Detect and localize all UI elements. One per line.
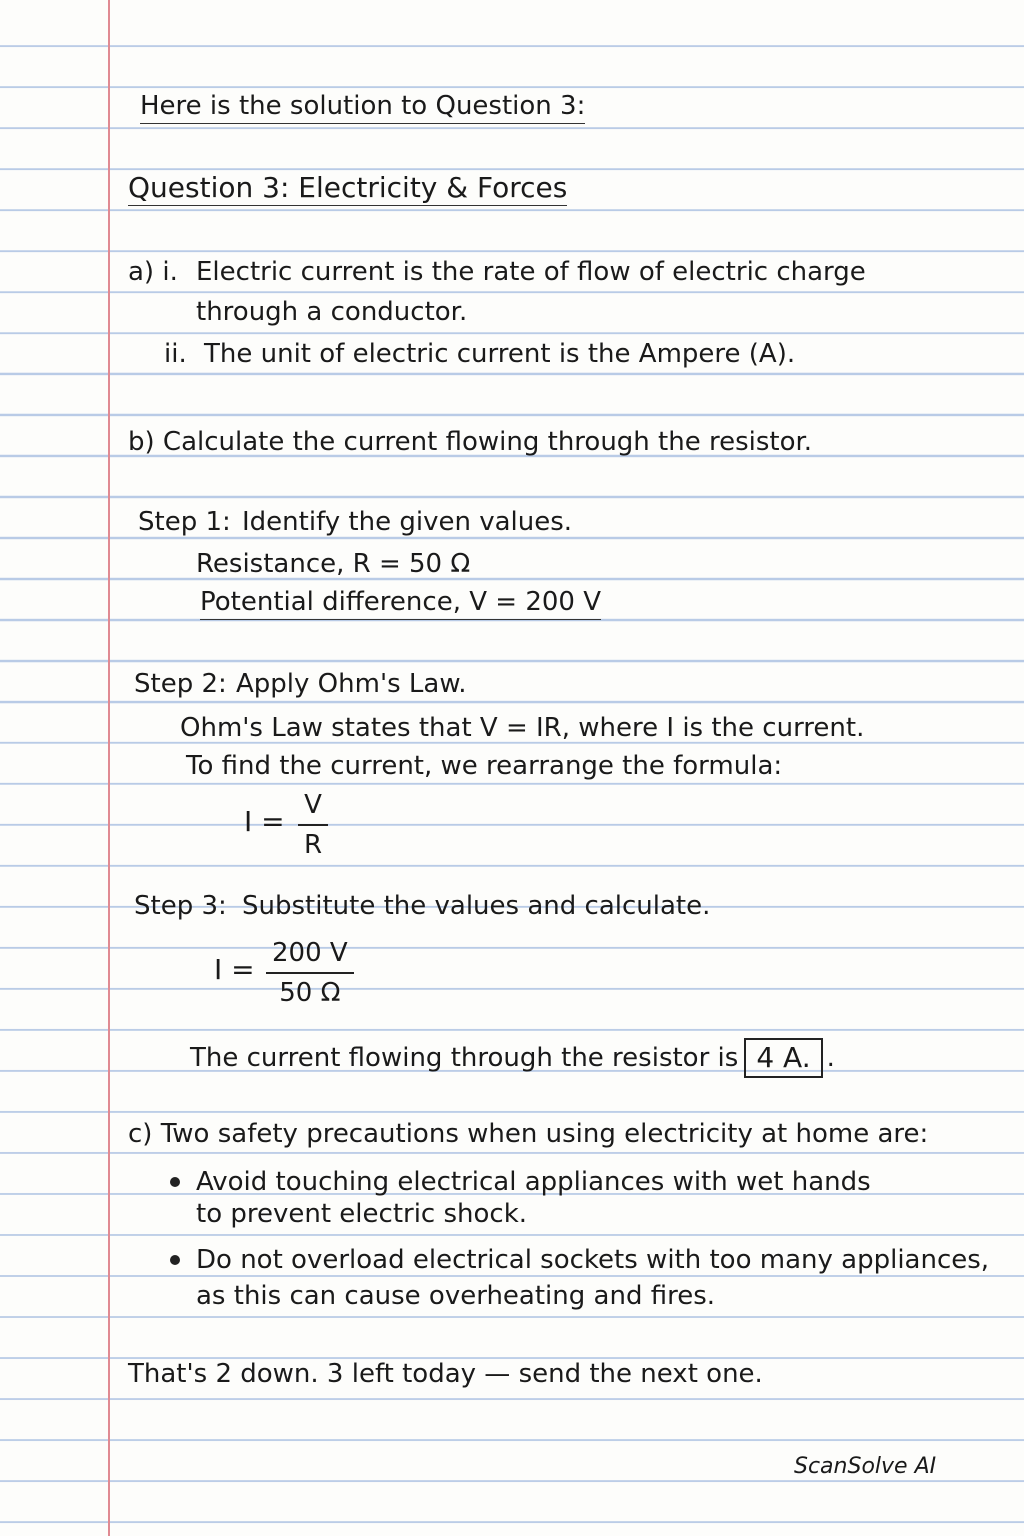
signature: ScanSolve AI xyxy=(794,1454,937,1479)
formula-denominator: R xyxy=(304,830,323,860)
precaution-2-line1: Do not overload electrical sockets with too many appliances, xyxy=(196,1245,990,1275)
part-a-i-line2: through a conductor. xyxy=(196,297,468,327)
part-a-i-line1: Electric current is the rate of flow of electric charge xyxy=(196,257,866,287)
ohm-law-line2: To find the current, we rearrange the formula: xyxy=(186,751,783,781)
question-heading: Question 3: Electricity & Forces xyxy=(128,171,568,204)
intro-text: Here is the solution to Question 3: xyxy=(140,90,585,124)
calc-fraction xyxy=(266,936,354,1010)
step1-label: Step 1: xyxy=(138,507,231,537)
fraction-bar xyxy=(298,824,328,826)
calc-numerator: 200 V xyxy=(272,938,348,968)
answer-prefix: The current flowing through the resistor is xyxy=(190,1043,739,1073)
calc-denominator: 50 Ω xyxy=(279,978,341,1008)
formula-fraction xyxy=(298,788,328,862)
fraction-bar xyxy=(266,972,354,974)
step1-text: Identify the given values. xyxy=(242,507,573,537)
resistance-value: Resistance, R = 50 Ω xyxy=(196,549,471,579)
part-c-prompt: c) Two safety precautions when using electricity at home are: xyxy=(128,1119,929,1149)
step3-label: Step 3: xyxy=(134,891,227,921)
part-a-ii-label: ii. xyxy=(164,339,187,369)
precaution-2-line2: as this can cause overheating and fires. xyxy=(196,1281,716,1311)
part-a-label: a) i. xyxy=(128,257,178,287)
closing-text: That's 2 down. 3 left today — send the next one. xyxy=(128,1359,763,1389)
answer-suffix: . xyxy=(826,1043,835,1073)
step2-text: Apply Ohm's Law. xyxy=(236,669,467,699)
margin-line xyxy=(108,0,110,1536)
bullet-icon xyxy=(170,1177,180,1187)
precaution-1-line1: Avoid touching electrical appliances with wet hands xyxy=(196,1167,871,1197)
formula-numerator: V xyxy=(304,790,322,820)
bullet-icon xyxy=(170,1255,180,1265)
answer-box: 4 A. xyxy=(744,1038,822,1078)
calc-lhs: I = xyxy=(214,953,255,986)
answer-line xyxy=(190,1038,835,1078)
part-a-ii-text: The unit of electric current is the Ampere (A). xyxy=(204,339,796,369)
step2-label: Step 2: xyxy=(134,669,227,699)
potential-difference-value: Potential difference, V = 200 V xyxy=(200,586,601,620)
ohm-law-line1: Ohm's Law states that V = IR, where I is the current. xyxy=(180,713,865,743)
part-b-prompt: b) Calculate the current flowing through the resistor. xyxy=(128,427,813,457)
formula-lhs: I = xyxy=(244,805,285,838)
step3-text: Substitute the values and calculate. xyxy=(242,891,711,921)
precaution-1-line2: to prevent electric shock. xyxy=(196,1199,528,1229)
